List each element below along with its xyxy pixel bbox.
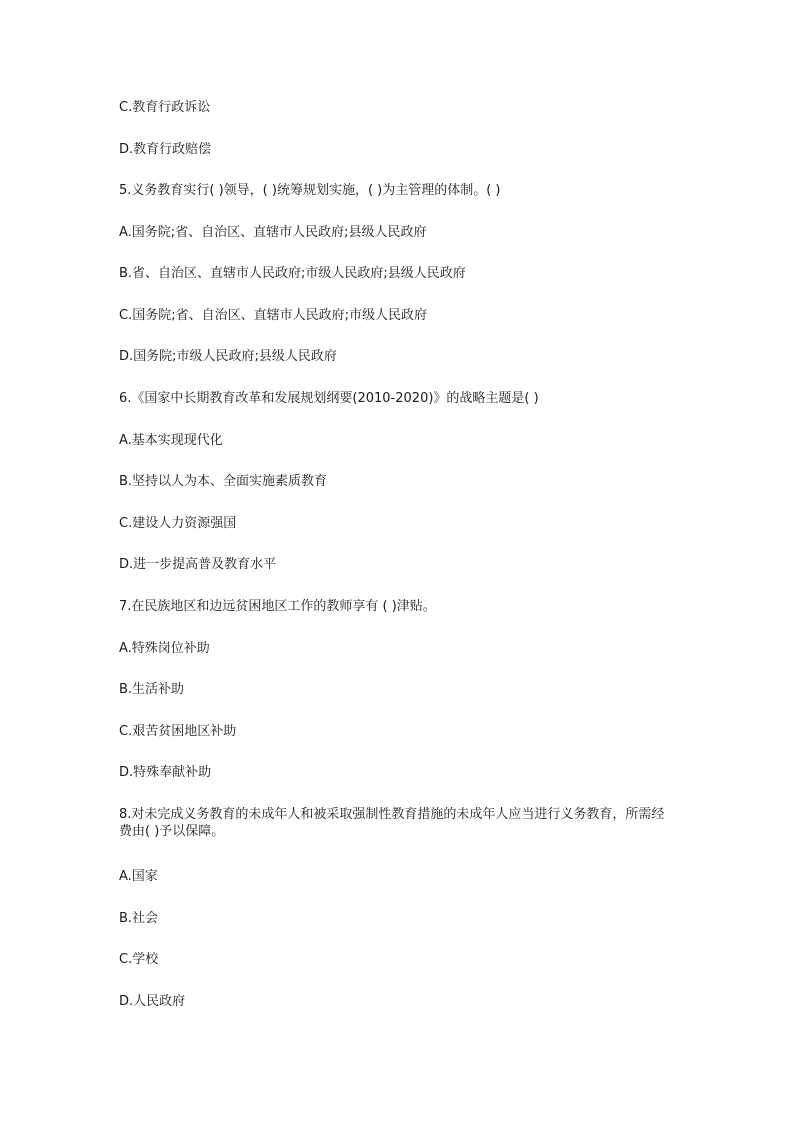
question-7: 7.在民族地区和边远贫困地区工作的教师享有 ( )津贴。 [119, 599, 436, 614]
question-5: 5.义务教育实行( )领导，( )统筹规划实施，( )为主管理的体制。( ) [119, 183, 501, 198]
option-d-q5: D.国务院;市级人民政府;县级人民政府 [119, 349, 337, 364]
option-a-q8: A.国家 [119, 869, 158, 884]
option-d-q4: D.教育行政赔偿 [119, 142, 212, 157]
option-c-q6: C.建设人力资源强国 [119, 516, 237, 531]
option-b-q5: B.省、自治区、直辖市人民政府;市级人民政府;县级人民政府 [119, 266, 466, 281]
option-b-q6: B.坚持以人为本、全面实施素质教育 [119, 474, 328, 489]
option-b-q8: B.社会 [119, 911, 159, 926]
option-d-q8: D.人民政府 [119, 994, 186, 1009]
option-a-q6: A.基本实现现代化 [119, 433, 223, 448]
option-c-q8: C.学校 [119, 952, 159, 967]
option-d-q6: D.进一步提高普及教育水平 [119, 557, 277, 572]
question-8: 8.对未完成义务教育的未成年人和被采取强制性教育措施的未成年人应当进行义务教育，所需经费由( )予以保障。 [119, 807, 665, 839]
option-b-q7: B.生活补助 [119, 682, 185, 697]
question-6: 6.《国家中长期教育改革和发展规划纲要(2010-2020)》的战略主题是( ) [119, 391, 539, 406]
option-a-q7: A.特殊岗位补助 [119, 641, 210, 656]
option-c-q5: C.国务院;省、自治区、直辖市人民政府;市级人民政府 [119, 308, 427, 323]
option-c-q7: C.艰苦贫困地区补助 [119, 724, 237, 739]
option-a-q5: A.国务院;省、自治区、直辖市人民政府;县级人民政府 [119, 225, 427, 240]
option-c-q4: C.教育行政诉讼 [119, 100, 211, 115]
option-d-q7: D.特殊奉献补助 [119, 765, 212, 780]
